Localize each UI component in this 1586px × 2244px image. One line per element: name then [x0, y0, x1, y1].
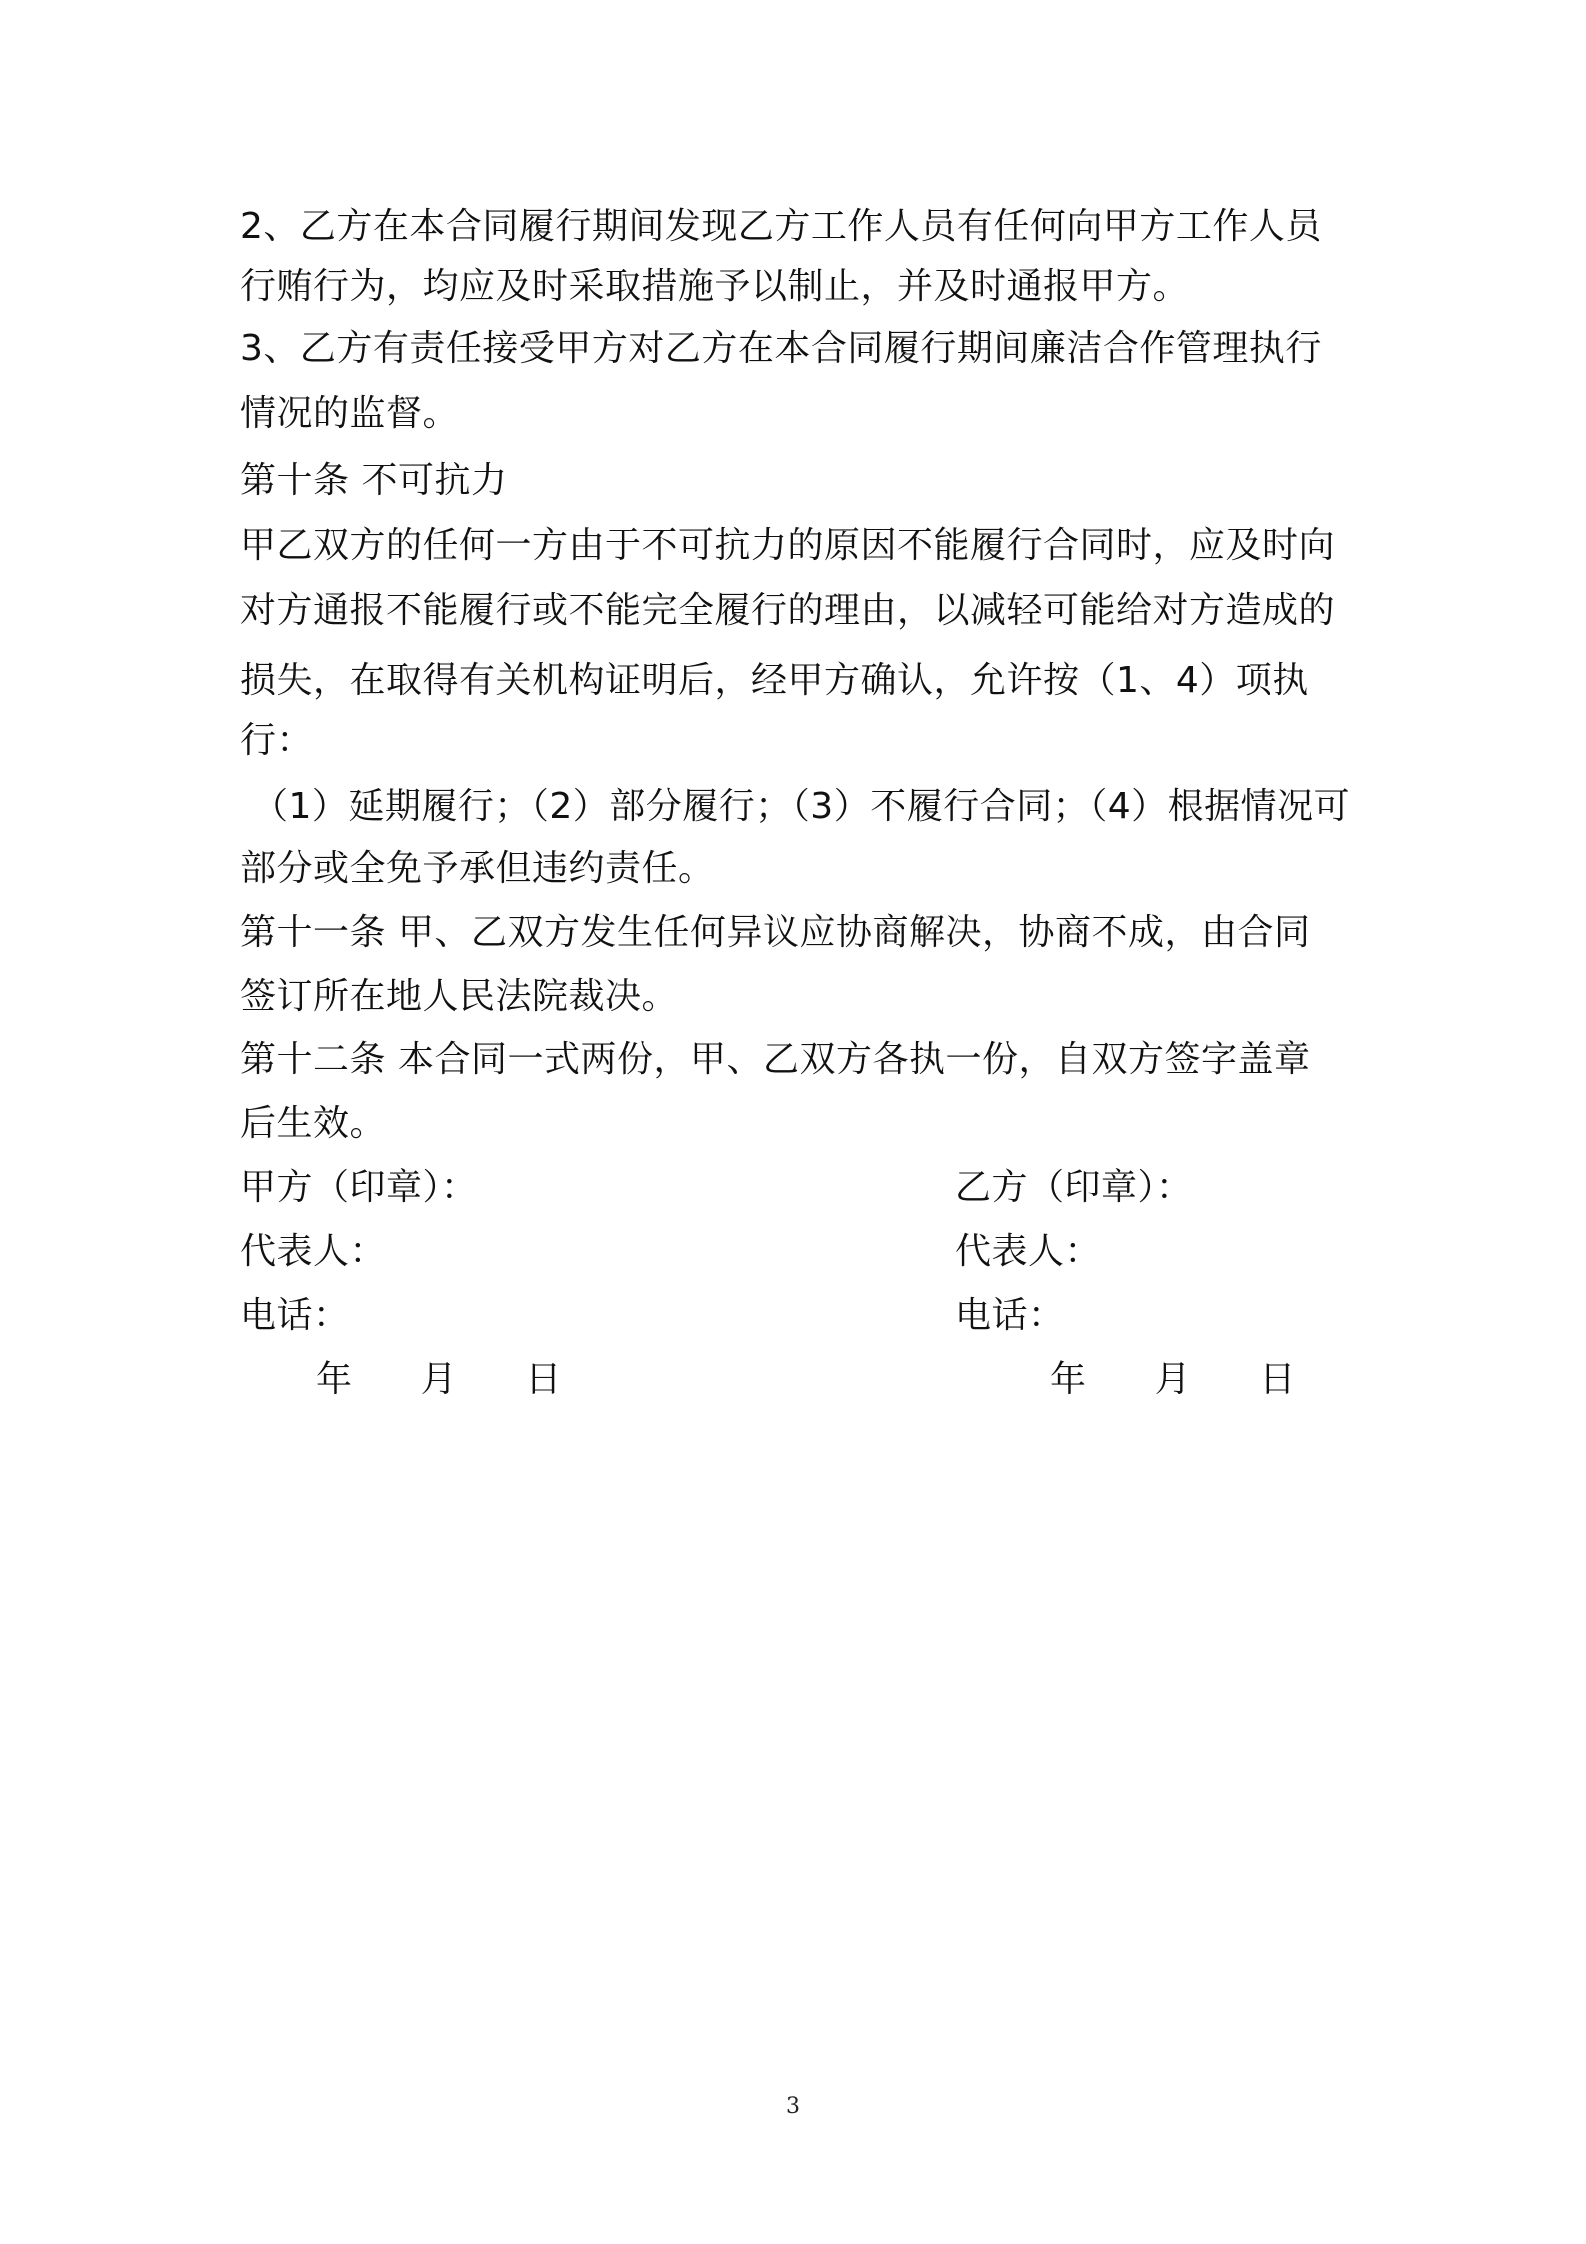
clause-11-line-1: 第十一条 甲、乙双方发生任何异议应协商解决，协商不成，由合同 — [240, 912, 1311, 953]
clause-10-body-line-4: 行： — [240, 720, 314, 761]
clause-9-item-3-line-1: 3、乙方有责任接受甲方对乙方在本合同履行期间廉洁合作管理执行 — [240, 328, 1322, 369]
clause-10-body-line-2: 对方通报不能履行或不能完全履行的理由，以减轻可能给对方造成的 — [240, 590, 1336, 631]
clause-10-body-line-1: 甲乙双方的任何一方由于不可抗力的原因不能履行合同时，应及时向 — [240, 525, 1336, 566]
clause-10-heading: 第十条 不可抗力 — [240, 460, 508, 501]
clause-9-item-2-line-1: 2、乙方在本合同履行期间发现乙方工作人员有任何向甲方工作人员 — [240, 206, 1322, 247]
page-number: 3 — [786, 2094, 800, 2119]
party-a-seal-label: 甲方（印章）： — [240, 1167, 478, 1208]
party-b-representative-label: 代表人： — [955, 1231, 1102, 1272]
party-b-phone-label: 电话： — [955, 1295, 1065, 1336]
clause-10-options-line-1: （1）延期履行；（2）部分履行；（3）不履行合同；（4）根据情况可 — [252, 786, 1351, 827]
clause-9-item-3-line-2: 情况的监督。 — [240, 393, 460, 434]
party-b-date-label: 年 月 日 — [1050, 1359, 1296, 1400]
party-a-representative-label: 代表人： — [240, 1231, 387, 1272]
clause-11-line-2: 签订所在地人民法院裁决。 — [240, 976, 679, 1017]
clause-12-line-2: 后生效。 — [240, 1103, 387, 1144]
clause-10-options-line-2: 部分或全免予承但违约责任。 — [240, 848, 715, 889]
clause-9-item-2-line-2: 行贿行为，均应及时采取措施予以制止，并及时通报甲方。 — [240, 266, 1190, 307]
clause-10-body-line-3: 损失，在取得有关机构证明后，经甲方确认，允许按（1、4）项执 — [240, 660, 1309, 701]
party-a-date-label: 年 月 日 — [316, 1359, 562, 1400]
party-b-seal-label: 乙方（印章）： — [955, 1167, 1193, 1208]
clause-12-line-1: 第十二条 本合同一式两份，甲、乙双方各执一份，自双方签字盖章 — [240, 1039, 1311, 1080]
party-a-phone-label: 电话： — [240, 1295, 350, 1336]
